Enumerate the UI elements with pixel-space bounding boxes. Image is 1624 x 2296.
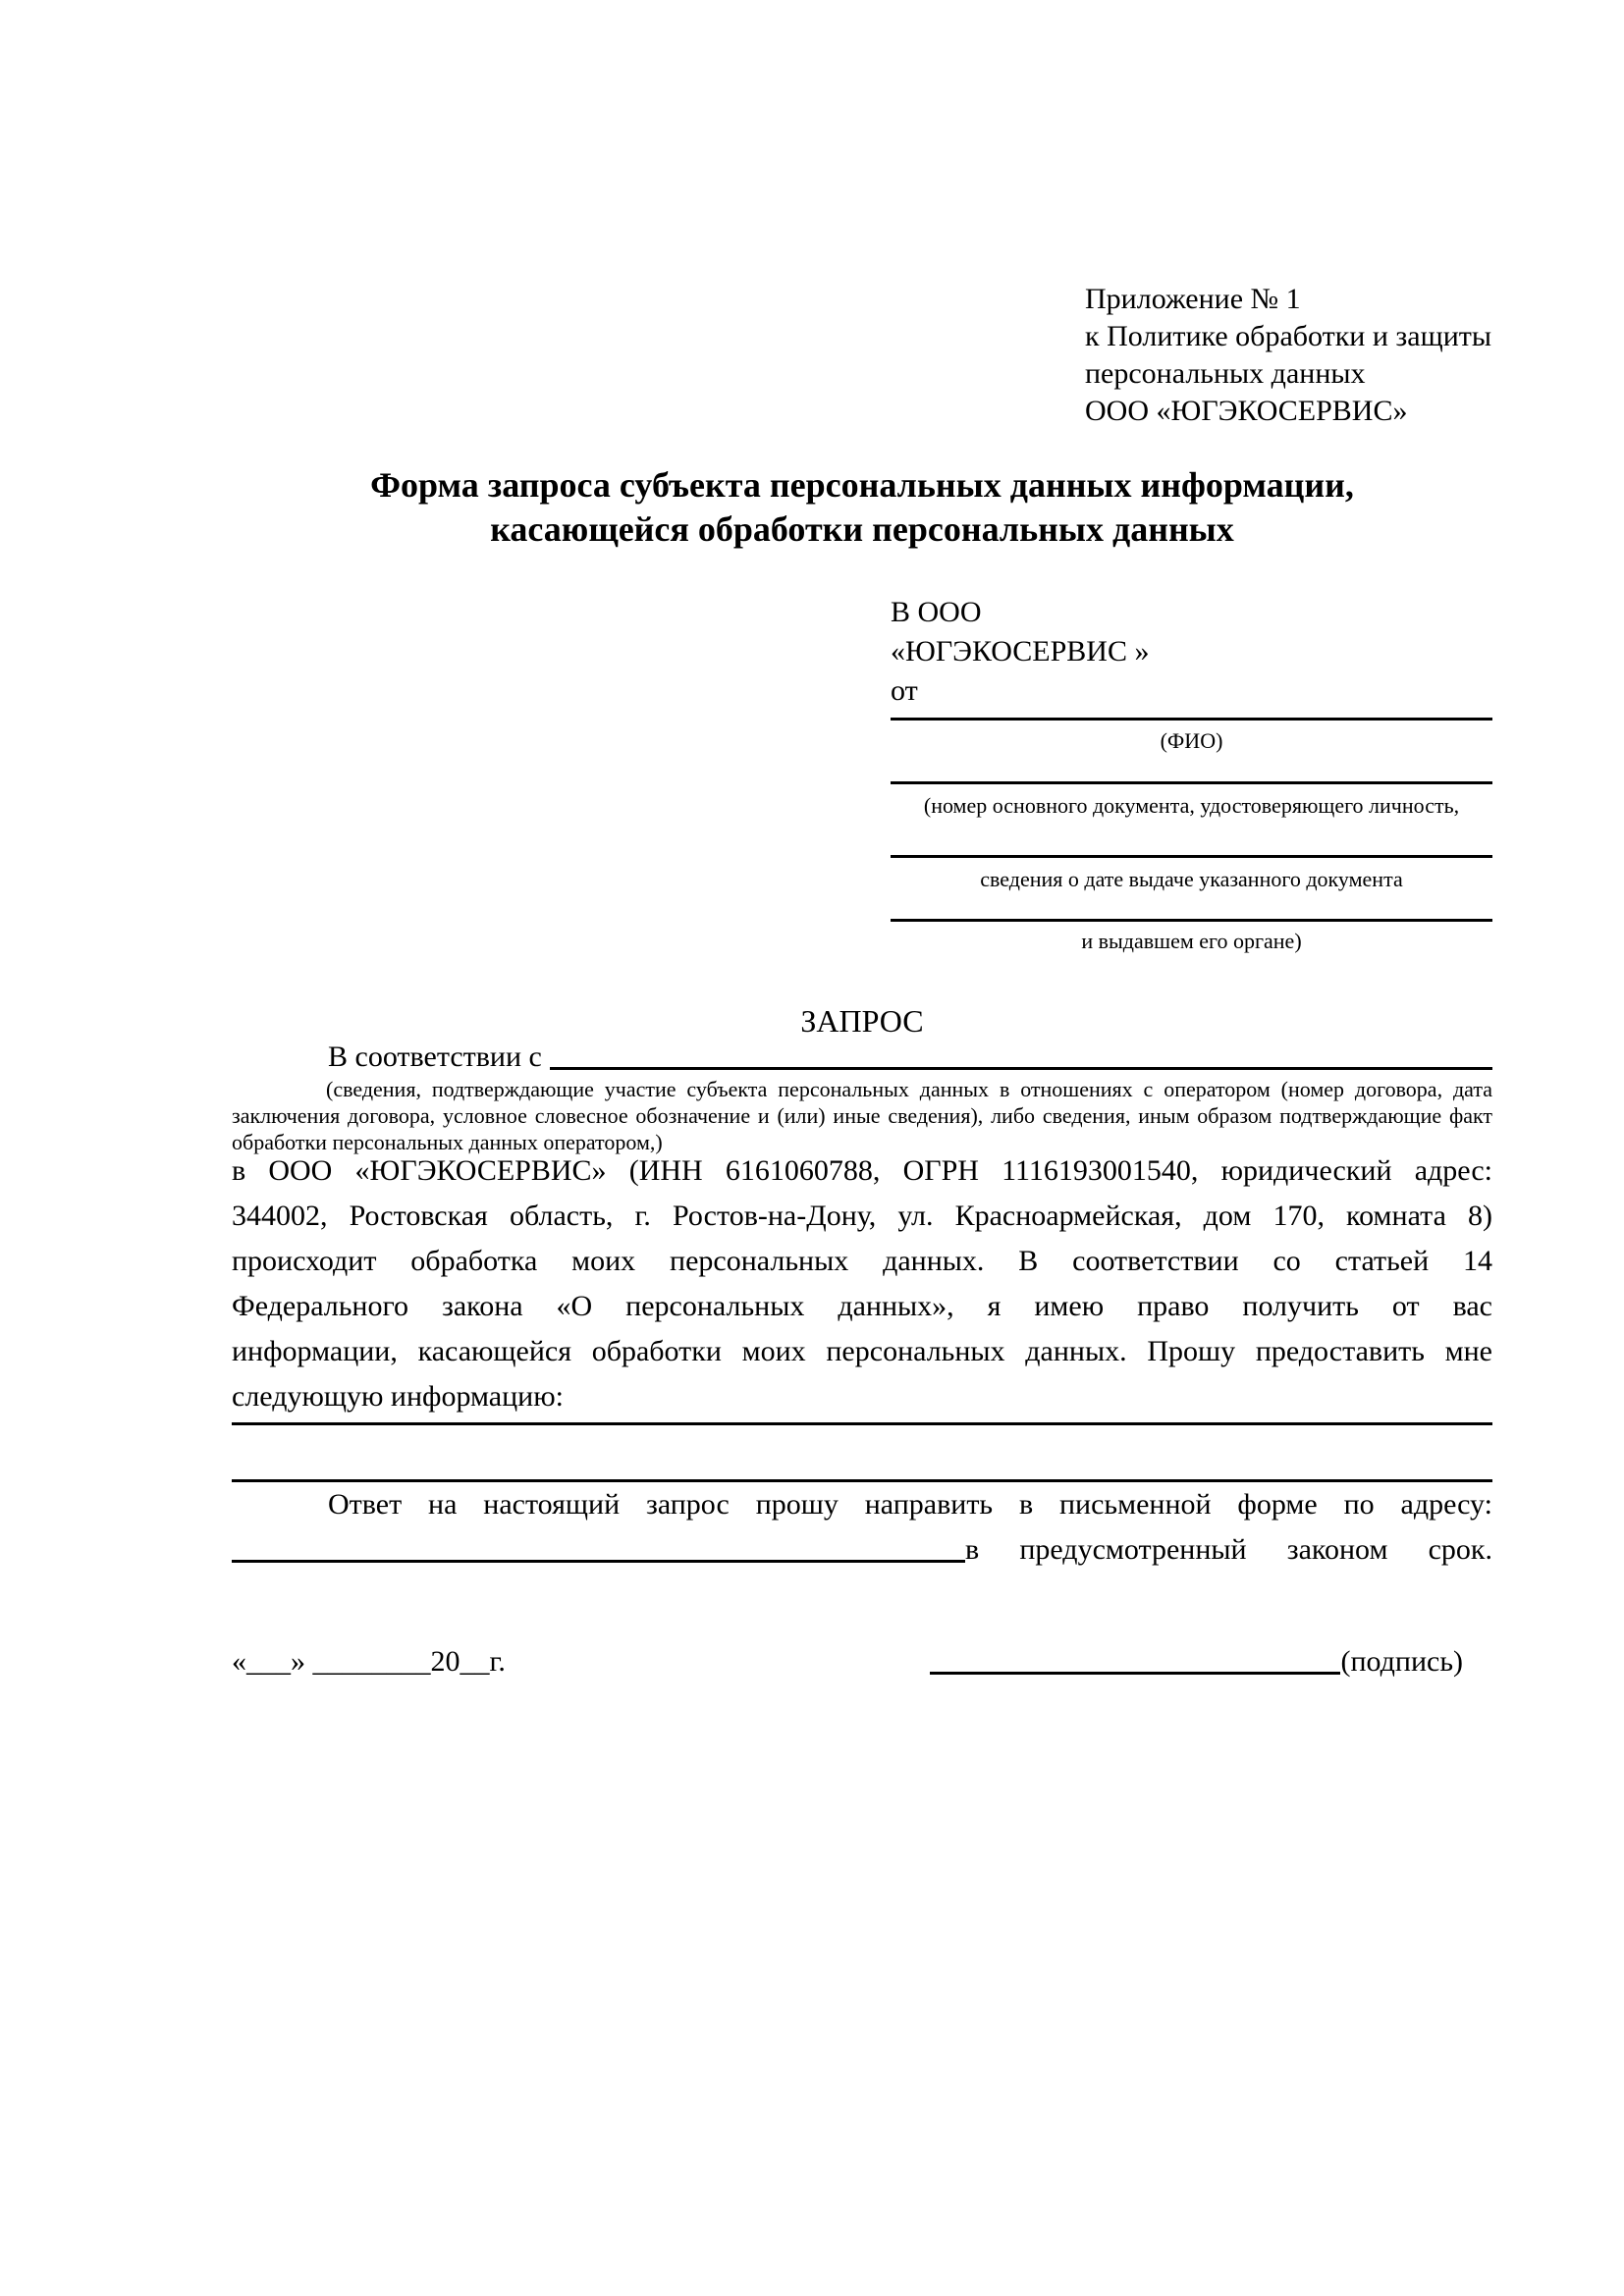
reply-sentence: Ответ на настоящий запрос прошу направить в письменной форме по адресу: bbox=[328, 1488, 1492, 1521]
document-number-blank-line bbox=[891, 781, 1492, 784]
fio-blank-line bbox=[891, 718, 1492, 721]
document-title bbox=[232, 463, 1492, 552]
issuing-authority-caption: и выдавшем его органе) bbox=[1081, 929, 1302, 953]
text-line: в ООО «ЮГЭКОСЕРВИС» (ИНН 6161060788, ОГРН 1116193001540, юридический адрес: bbox=[232, 1154, 1492, 1187]
text-line: персональных данных bbox=[1085, 357, 1366, 390]
text-line: касающейся обработки персональных данных bbox=[490, 509, 1234, 549]
text-line: Приложение № 1 bbox=[1085, 283, 1301, 315]
text-line: ООО «ЮГЭКОСЕРВИС» bbox=[1085, 395, 1408, 427]
addressee-from-label: от bbox=[891, 674, 918, 707]
addressee-to-line1: В ООО bbox=[891, 596, 982, 628]
accordance-blank-line bbox=[550, 1035, 1492, 1070]
signature-caption: (подпись) bbox=[1340, 1645, 1463, 1678]
text-line: 344002, Ростовская область, г. Ростов-на-Дону, ул. Красноармейская, дом 170, комната 8) bbox=[232, 1200, 1492, 1232]
text-line: информации, касающейся обработки моих персональных данных. Прошу предоставить мне bbox=[232, 1335, 1492, 1367]
accordance-lead-text: В соответствии с bbox=[328, 1041, 542, 1073]
basis-caption bbox=[232, 1076, 1492, 1155]
fio-caption: (ФИО) bbox=[1160, 728, 1223, 753]
issuing-authority-blank-line bbox=[891, 919, 1492, 922]
request-heading: ЗАПРОС bbox=[800, 1003, 924, 1039]
reply-address-blank-line bbox=[232, 1527, 965, 1563]
reply-address-row bbox=[232, 1527, 1492, 1573]
reply-tail-text: в предусмотренный законом срок. bbox=[965, 1533, 1492, 1566]
signature-row bbox=[232, 1639, 1492, 1684]
text-line: Федерального закона «О персональных данных», я имею право получить от вас bbox=[232, 1290, 1492, 1322]
addressee-block bbox=[891, 593, 1492, 711]
annex-reference bbox=[1085, 281, 1596, 430]
text-line: обработки персональных данных оператором,) bbox=[232, 1130, 663, 1154]
text-line: заключения договора, условное словесное обозначение и (или) иные сведения), либо сведения, иным образом подтверждающие факт bbox=[232, 1103, 1492, 1128]
accordance-row bbox=[232, 1035, 1492, 1080]
text-line: к Политике обработки и защиты bbox=[1085, 320, 1492, 352]
addressee-to-line2: «ЮГЭКОСЕРВИС » bbox=[891, 635, 1150, 667]
signature-blank-line bbox=[930, 1639, 1340, 1675]
issue-date-caption: сведения о дате выдаче указанного документа bbox=[980, 867, 1403, 891]
signature-spacer bbox=[506, 1639, 931, 1684]
text-line: Форма запроса субъекта персональных данных информации, bbox=[370, 465, 1354, 505]
text-line: происходит обработка моих персональных данных. В соответствии со статьей 14 bbox=[232, 1245, 1492, 1277]
issue-date-blank-line bbox=[891, 855, 1492, 858]
date-blank-text: «___» ________20__г. bbox=[232, 1645, 506, 1678]
body-paragraph bbox=[232, 1148, 1492, 1419]
document-number-caption: (номер основного документа, удостоверяющего личность, bbox=[923, 793, 1460, 818]
information-blank-line-1 bbox=[232, 1422, 1492, 1425]
text-line: следующую информацию: bbox=[232, 1380, 564, 1413]
text-line: (сведения, подтверждающие участие субъекта персональных данных в отношениях с оператором (номер договора, дата bbox=[326, 1077, 1492, 1101]
